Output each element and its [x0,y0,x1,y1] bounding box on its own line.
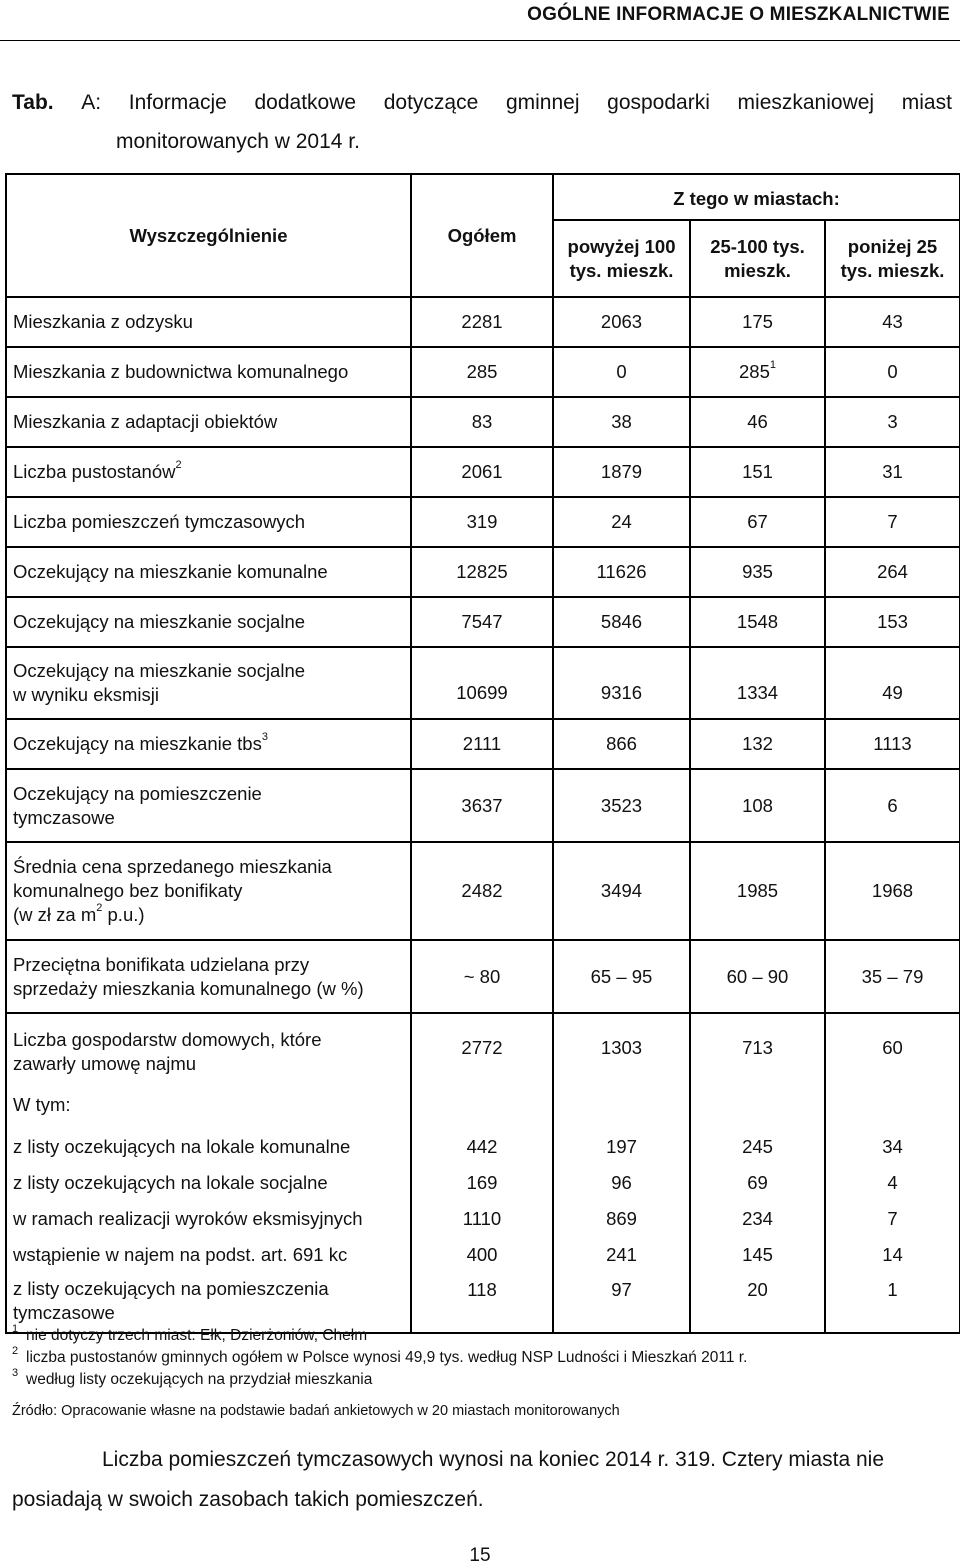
cell-below-25k: 14 [825,1237,960,1273]
cell-25-100k: 935 [690,547,825,597]
row-label: z listy oczekujących na lokale socjalne [6,1165,411,1201]
header-below-25k: poniżej 25 tys. mieszk. [825,220,960,297]
cell-above-100k: 1303 [553,1013,690,1081]
cell-below-25k: 264 [825,547,960,597]
cell-below-25k: 153 [825,597,960,647]
table-row [6,1013,960,1081]
cell-total: 118 [411,1273,553,1333]
table-row [6,397,960,447]
cell-below-25k: 0 [825,347,960,397]
header-group-cities: Z tego w miastach: [553,174,960,220]
row-label: Liczba pomieszczeń tymczasowych [6,497,411,547]
running-header: OGÓLNE INFORMACJE O MIESZKALNICTWIE [527,4,950,25]
cell-25-100k: 151 [690,447,825,497]
cell-below-25k: 60 [825,1013,960,1081]
cell-25-100k: 132 [690,719,825,769]
table-caption [12,83,952,161]
row-label: wstąpienie w najem na podst. art. 691 kc [6,1237,411,1273]
cell-above-100k: 197 [553,1129,690,1165]
footnote-ref: 1 [769,359,776,371]
table-row [6,1081,960,1129]
cell-below-25k: 43 [825,297,960,347]
row-label: Mieszkania z adaptacji obiektów [6,397,411,447]
cell-total: 2061 [411,447,553,497]
table-row [6,842,960,940]
cell-below-25k: 7 [825,497,960,547]
cell-total: 10699 [411,647,553,719]
cell-above-100k: 3523 [553,769,690,842]
table-row [6,1165,960,1201]
cell-25-100k: 1985 [690,842,825,940]
cell-25-100k: $285^1$ [690,347,825,397]
caption-line-2: monitorowanych w 2014 r. [116,130,360,153]
table-row [6,1273,960,1333]
cell-total: 12825 [411,547,553,597]
table-row [6,297,960,347]
header-rule [0,40,960,41]
caption-tab-label: Tab. [12,91,54,114]
table-row [6,547,960,597]
row-label: W tym: [6,1081,411,1129]
footnote-ref: 3 [261,731,268,743]
footnote: 2 liczba pustostanów gminnych ogółem w Polsce wynosi 49,9 tys. według NSP Ludności i Mieszkań 2011 r. [12,1345,748,1366]
cell-25-100k: 175 [690,297,825,347]
cell-above-100k: 65 – 95 [553,940,690,1013]
header-above-100k: powyżej 100 tys. mieszk. [553,220,690,297]
cell-above-100k: 3494 [553,842,690,940]
table-row [6,1129,960,1165]
cell-25-100k: 145 [690,1237,825,1273]
cell-total: 1110 [411,1201,553,1237]
caption-word: mieszkaniowej [737,91,875,114]
cell-total: 169 [411,1165,553,1201]
cell-25-100k: 46 [690,397,825,447]
cell-25-100k: 20 [690,1273,825,1333]
cell-below-25k: 1968 [825,842,960,940]
cell-above-100k: 9316 [553,647,690,719]
caption-word: miast [901,91,952,114]
cell-below-25k: 4 [825,1165,960,1201]
housing-table [5,173,960,1334]
cell-below-25k: 35 – 79 [825,940,960,1013]
row-label: Przeciętna bonifikata udzielana przy sprzedaży mieszkania komunalnego (w %) [6,940,411,1013]
cell-below-25k: 1113 [825,719,960,769]
cell-total: 7547 [411,597,553,647]
cell-below-25k: 7 [825,1201,960,1237]
footnote: 3 według listy oczekujących na przydział mieszkania [12,1367,373,1388]
cell-total: 3637 [411,769,553,842]
cell-below-25k: 6 [825,769,960,842]
table-row [6,647,960,719]
cell-25-100k: 713 [690,1013,825,1081]
cell-above-100k: 24 [553,497,690,547]
cell-25-100k: 69 [690,1165,825,1201]
row-label: Mieszkania z budownictwa komunalnego [6,347,411,397]
source-note: Źródło: Opracowanie własne na podstawie badań ankietowych w 20 miastach monitorowanych [12,1403,620,1419]
row-label: Oczekujący na mieszkanie socjalne [6,597,411,647]
cell-25-100k: 234 [690,1201,825,1237]
cell-above-100k: 1879 [553,447,690,497]
table-row [6,1237,960,1273]
cell-below-25k: 3 [825,397,960,447]
cell-below-25k: 34 [825,1129,960,1165]
cell-above-100k: 38 [553,397,690,447]
footnotes [12,1325,952,1391]
row-label: Oczekujący na pomieszczenie tymczasowe [6,769,411,842]
cell-above-100k: 241 [553,1237,690,1273]
body-paragraph: Liczba pomieszczeń tymczasowych wynosi na koniec 2014 r. 319. Cztery miasta nie posiadają w swoich zasobach takich pomieszczeń. [12,1448,885,1511]
cell-total: 2281 [411,297,553,347]
caption-word: dodatkowe [254,91,357,114]
cell-25-100k: 108 [690,769,825,842]
cell-total: ~ 80 [411,940,553,1013]
cell-above-100k: 2063 [553,297,690,347]
cell-total: 2482 [411,842,553,940]
table-row [6,597,960,647]
caption-word: gminnej [505,91,580,114]
cell-above-100k: 11626 [553,547,690,597]
cell-25-100k: 67 [690,497,825,547]
cell-total: 319 [411,497,553,547]
cell-25-100k: 1334 [690,647,825,719]
cell-total: 285 [411,347,553,397]
row-label: z listy oczekujących na lokale komunalne [6,1129,411,1165]
header-total: Ogółem [411,174,553,297]
cell-total: 2111 [411,719,553,769]
table-row [6,347,960,397]
cell-above-100k: 96 [553,1165,690,1201]
cell-25-100k: 245 [690,1129,825,1165]
caption-letter: A: [81,91,102,114]
cell-below-25k: 1 [825,1273,960,1333]
caption-word: gospodarki [607,91,710,114]
footnote-ref: 2 [175,459,182,471]
cell-total: 83 [411,397,553,447]
row-label: Oczekujący na mieszkanie socjalne w wyniku eksmisji [6,647,411,719]
header-description: Wyszczególnienie [6,174,411,297]
cell-total: 442 [411,1129,553,1165]
header-25-100k: 25-100 tys. mieszk. [690,220,825,297]
cell-above-100k: 97 [553,1273,690,1333]
row-label: Liczba pustostanów$^2$ [6,447,411,497]
cell-25-100k: 60 – 90 [690,940,825,1013]
table-row [6,497,960,547]
cell-total: 400 [411,1237,553,1273]
caption-word: dotyczące [383,91,479,114]
table-row [6,447,960,497]
row-label: z listy oczekujących na pomieszczenia tymczasowe [6,1273,411,1333]
cell-total: 2772 [411,1013,553,1081]
cell-above-100k: 0 [553,347,690,397]
row-label: Oczekujący na mieszkanie komunalne [6,547,411,597]
footnote: 1 nie dotyczy trzech miast: Ełk, Dzierżoniów, Chełm [12,1323,368,1344]
table-row [6,769,960,842]
cell-above-100k: 869 [553,1201,690,1237]
row-label: Liczba gospodarstw domowych, które zawarły umowę najmu [6,1013,411,1081]
cell-below-25k: 31 [825,447,960,497]
cell-above-100k: 866 [553,719,690,769]
row-label: Średnia cena sprzedanego mieszkania komunalnego bez bonifikaty (w zł za $m^2$ p.u.) [6,842,411,940]
row-label: Oczekujący na mieszkanie tbs$^3$ [6,719,411,769]
row-label: w ramach realizacji wyroków eksmisyjnych [6,1201,411,1237]
cell-25-100k: 1548 [690,597,825,647]
page-number: 15 [469,1545,491,1566]
row-label: Mieszkania z odzysku [6,297,411,347]
caption-word: Informacje [128,91,227,114]
cell-below-25k: 49 [825,647,960,719]
table-row [6,1201,960,1237]
cell-above-100k: 5846 [553,597,690,647]
table-row [6,719,960,769]
table-row [6,940,960,1013]
